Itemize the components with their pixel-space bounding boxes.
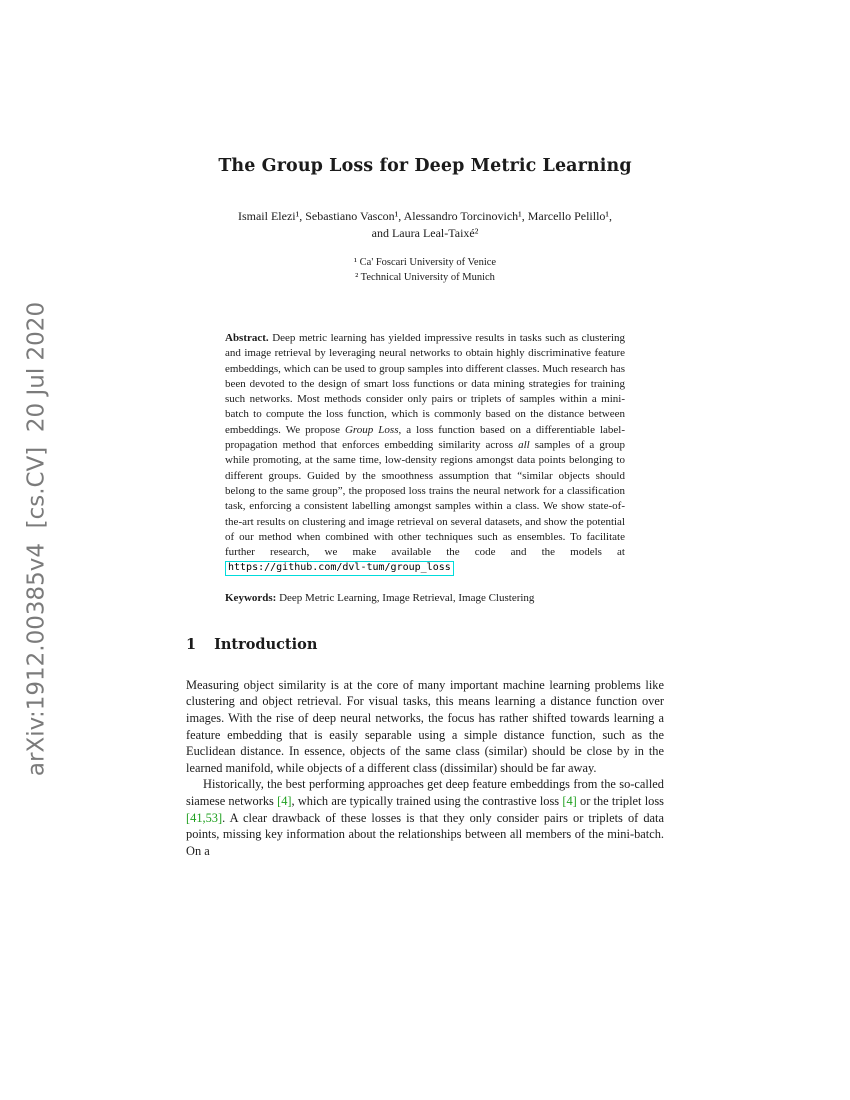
p2-text-4: . A clear drawback of these losses is that they only consider pairs or triplets of data points, missing key information about the relationships between all members of the mini-batch. On a — [186, 810, 664, 858]
abstract-text-3: samples of a group while promoting, at the same time, low-density regions amongst data points belonging to different groups. Guided by the smoothness assumption that “similar objects should belong to the same group”, the proposed loss trains the neural network for a classification task, enforcing a consistent labelling amongst samples within a class. We show state-of-the-art results on clustering and image retrieval on several datasets, and show the potential of our method when combined with other techniques such as ensembles. To facilitate further research, we make available the code and the models at — [225, 439, 625, 559]
p2-text-1: Historically, the best performing approaches get deep feature embeddings from the so-called siamese networks — [186, 777, 664, 808]
keywords-label: Keywords: — [225, 592, 277, 605]
section-title: Introduction — [214, 635, 318, 653]
section-number: 1 — [186, 635, 197, 653]
abstract-italic-all: all — [518, 439, 530, 452]
github-link[interactable]: https://github.com/dvl-tum/group_loss — [225, 561, 454, 576]
paper-title: The Group Loss for Deep Metric Learning — [218, 156, 632, 176]
abstract — [225, 331, 625, 576]
abstract-italic-group-loss: Group Loss — [344, 423, 399, 436]
citation-4-b[interactable]: [4] — [562, 793, 577, 808]
p2-text-3: or the triplet loss — [576, 793, 664, 808]
citation-41-53[interactable]: [41,53] — [186, 810, 223, 825]
affiliation-block — [186, 255, 664, 285]
abstract-label: Abstract. — [225, 332, 269, 344]
keywords — [225, 591, 625, 606]
affiliation-venice: ¹ Ca' Foscari University of Venice — [353, 257, 497, 268]
citation-4-a[interactable]: [4] — [277, 793, 292, 808]
intro-paragraph-1: Measuring object similarity is at the core of many important machine learning problems like clustering and object retrieval. For visual tasks, this means learning a distance function over images. With the rise of deep neural networks, the focus has rather shifted towards learning a feature embedding that is easily separable using a simple distance function, such as the Euclidean distance. In essence, objects of the same class (similar) should be close by in the learned manifold, while objects of a different class (dissimilar) should be far away. — [186, 677, 664, 775]
affiliation-munich: ² Technical University of Munich — [355, 272, 495, 283]
section-heading-introduction — [186, 636, 664, 653]
keywords-text: Deep Metric Learning, Image Retrieval, Image Clustering — [279, 592, 535, 605]
p2-text-2: , which are typically trained using the contrastive loss — [291, 793, 563, 808]
arxiv-watermark: arXiv:1912.00385v4 [cs.CV] 20 Jul 2020 — [23, 301, 50, 777]
intro-paragraph-2 — [186, 776, 664, 859]
abstract-text-2: , a loss function based on a differentiable label-propagation method that enforces embedding similarity across — [225, 423, 626, 452]
introduction-body — [186, 677, 664, 860]
paper-content — [186, 0, 664, 859]
abstract-text-1: Deep metric learning has yielded impressive results in tasks such as clustering and image retrieval by leveraging neural networks to obtain highly discriminative feature embeddings, which can be used to group samples into different classes. Much research has been devoted to the design of smart loss functions or data mining strategies for training such networks. Most methods consider only pairs or triplets of samples within a mini-batch to compute the loss function, which is commonly based on the distance between embeddings. We propose — [225, 332, 625, 436]
author-block — [186, 208, 664, 242]
author-line-1: Ismail Elezi¹, Sebastiano Vascon¹, Alessandro Torcinovich¹, Marcello Pelillo¹, — [237, 209, 613, 223]
author-line-2: and Laura Leal-Taixé² — [371, 226, 479, 240]
